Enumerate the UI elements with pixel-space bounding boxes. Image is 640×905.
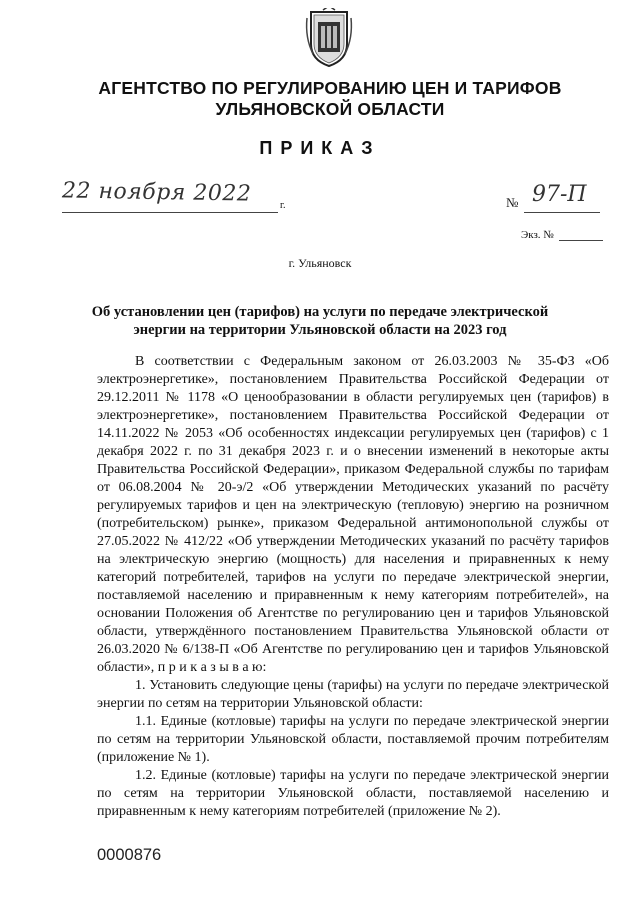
handwritten-order-number: 97-П: [532, 182, 587, 207]
clause-1-1-paragraph: 1.1. Единые (котловые) тарифы на услуги по передаче электрической энергии по сетям на территории Ульяновской области, поставляемой прочим потребителям (приложение № 1).: [97, 714, 609, 765]
number-underline: [524, 212, 600, 213]
number-sign: №: [506, 195, 519, 210]
serial-number: 0000876: [97, 846, 162, 864]
document-type-title: ПРИКАЗ: [259, 138, 381, 158]
preamble-paragraph: В соответствии с Федеральным законом от 26.03.2003 № 35-ФЗ «Об электроэнергетике», постановлением Правительства Российской Федерации от 29.12.2011 № 1178 «О ценообразовании в области регулируемых цен (тарифов) в электроэнергетике», постановлением Правительства Российской Федерации от 14.11.2022 № 2053 «Об особенностях индексации регулируемых цен (тарифов) с 1 декабря 2022 г. по 31 декабря 2023 г. и о внесении изменений в некоторые акты Правительства Российской Федерации», приказом Федеральной службы по тарифам от 06.08.2004 № 20-э/2 «Об утверждении Методических указаний по расчёту регулируемых тарифов и цен на электрическую (тепловую) энергию на розничном (потребительском) рынке», приказом Федеральной антимонопольной службы от 27.05.2022 № 412/22 «Об утверждении Методических указаний по расчёту тарифов на электрическую энергию (мощность) для населения и приравненных к нему категорий потребителей, тарифов на услуги по передаче электрической энергии, поставляемой населению и приравненным к нему категориям потребителей», на основании Положения об Агентстве по регулированию цен и тарифов Ульяновской области, утверждённого постановлением Правительства Ульяновской области от 26.03.2020 № 6/138-П «Об Агентстве по регулированию цен и тарифов Ульяновской области», п р и к а з ы в а ю:: [97, 354, 609, 675]
document-body: [97, 353, 609, 821]
copy-number-underline: [559, 240, 603, 241]
date-underline: [62, 212, 278, 213]
city-label: г. Ульяновск: [288, 256, 352, 270]
document-subject: Об установлении цен (тарифов) на услуги по передаче электрической энергии на территории Ульяновской области на 2023 год: [91, 304, 549, 338]
clause-1-2-paragraph: 1.2. Единые (котловые) тарифы на услуги по передаче электрической энергии по сетям на территории Ульяновской области, поставляемой населению и приравненным к нему категориям потребителей (приложение № 2).: [97, 768, 609, 819]
handwritten-date: 22 ноября 2022: [61, 178, 252, 207]
clause-1-paragraph: 1. Установить следующие цены (тарифы) на услуги по передаче электрической энергии по сетям на территории Ульяновской области:: [97, 678, 609, 711]
coat-of-arms-icon: [303, 8, 355, 70]
copy-number-label: Экз. №: [521, 229, 554, 241]
date-suffix: г.: [280, 200, 286, 211]
agency-name: АГЕНТСТВО ПО РЕГУЛИРОВАНИЮ ЦЕН И ТАРИФОВ УЛЬЯНОВСКОЙ ОБЛАСТИ: [98, 78, 562, 119]
